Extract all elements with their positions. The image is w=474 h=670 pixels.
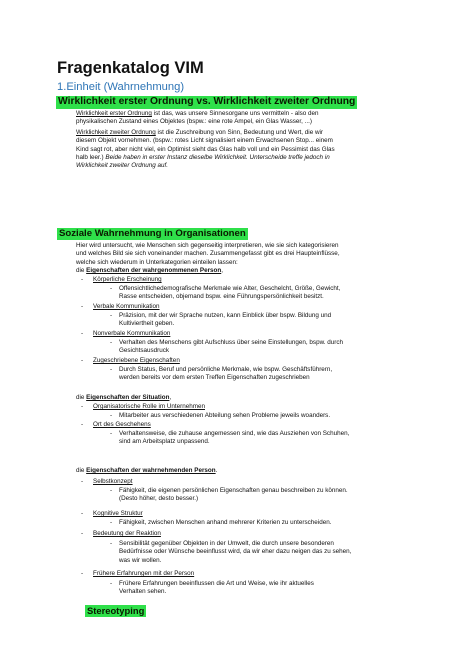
item-verbale-kommunikation: Verbale Kommunikation (93, 303, 160, 310)
sub-item-text (119, 430, 349, 447)
list-item (81, 530, 83, 538)
list-item (81, 276, 83, 284)
list-item (110, 540, 112, 548)
dash-bullet: - (81, 478, 84, 485)
text-line: diesem Objekt vornehmen. (bspw.: rotes Licht signalisiert einem Erwachsenen Stop... einem (76, 137, 333, 145)
text-line: Fähigkeit, die eigenen persönlichen Eigenschaften genau beschreiben zu können. (119, 487, 348, 494)
punctuation: , (221, 267, 223, 274)
text-line: Bedürfnisse oder Wünsche beeinflusst wird, da wir eher dazu neigen das zu sehen, (119, 548, 352, 556)
dash-bullet: - (81, 403, 84, 410)
dash-bullet: - (110, 339, 113, 346)
dash-bullet: - (110, 312, 113, 319)
item-organisatorische-rolle: Organisatorische Rolle im Unternehmen (93, 403, 205, 410)
sub-item-text (119, 487, 348, 504)
dash-bullet: - (81, 303, 84, 310)
list-item (81, 403, 83, 411)
text-line-italic: Wirklichkeit zweiter Ordnung auf. (76, 162, 168, 170)
list-item (81, 421, 83, 429)
list-item (110, 366, 112, 374)
highlight-heading-wirklichkeit: Wirklichkeit erster Ordnung vs. Wirklichkeit zweiter Ordnung (58, 96, 356, 107)
dash-bullet: - (81, 276, 84, 283)
text-line: ist die Zuschreibung von Sinn, Bedeutung und Wert, die wir (155, 129, 323, 136)
text-line: Verhalten sehen. (119, 588, 167, 596)
list-item (110, 580, 112, 588)
text-line: Verhaltensweise, die zuhause angemessen sind, wie das Ausziehen von Schuhen, (119, 430, 350, 437)
text-line: Mitarbeiter aus verschiedenen Abteilung sehen Probleme jeweils woanders. (119, 412, 331, 419)
dash-bullet: - (81, 510, 84, 517)
punctuation: , (169, 394, 172, 401)
text-line: und welches Bild sie sich voneinander machen. Zusammengefasst gibt es drei Haupteinflüsse, (76, 250, 340, 258)
subheading-perceived-person (76, 267, 223, 275)
list-item (110, 487, 112, 495)
sub-item-text (119, 366, 332, 383)
list-item (81, 330, 83, 338)
text-line: (Desto höher, desto besser.) (119, 495, 199, 503)
item-nonverbale-kommunikation: Nonverbale Kommunikation (93, 330, 171, 337)
item-bedeutung-der-reaktion: Bedeutung der Reaktion (93, 530, 161, 537)
text-line: physikalischen Zustand eines Objektes (bspw.: eine rote Ampel, ein Glas Wasser, ...) (76, 118, 313, 126)
list-item (110, 430, 112, 438)
text-line: welche sich wiederum in Unterkategorien einteilen lassen: (76, 258, 238, 266)
text-line: Kultiviertheit geben. (119, 320, 175, 328)
sub-item-text (119, 540, 351, 565)
dash-bullet: - (81, 357, 84, 364)
text-line: Offensichtlichedemografische Merkmale wie Alter, Geschelcht, Größe, Gewicht, (119, 285, 341, 292)
item-kognitive-struktur: Kognitive Struktur (93, 510, 143, 517)
text-line: Präzision, mit der wir Sprache nutzen, kann Einblick über bspw. Bildung und (119, 312, 332, 319)
sub-item-text (119, 519, 331, 527)
text-line: halb leer.) (76, 153, 106, 161)
text-line: ist das, was unsere Sinnesorgane uns vermitteln - also den (151, 110, 319, 117)
heading-perceived-person: Eigenschaften der wahrgenommenen Person (86, 267, 222, 274)
list-item (81, 478, 83, 486)
dash-bullet: - (81, 570, 84, 577)
item-koerperliche-erscheinung: Körperliche Erscheinung (93, 276, 162, 283)
list-item (110, 339, 112, 347)
dash-bullet: - (110, 285, 113, 292)
text-line: was wir wollen. (119, 556, 162, 564)
text-line: Rasse entscheiden, objemand bspw. eine Führungspersönlichkeit besitzt. (119, 293, 324, 301)
dash-bullet: - (110, 430, 113, 437)
list-item (81, 510, 83, 518)
list-item (81, 303, 83, 311)
sub-item-text (119, 580, 314, 597)
text-die: die (76, 467, 87, 474)
dash-bullet: - (110, 519, 113, 526)
intro-paragraph (76, 242, 406, 267)
list-item (110, 519, 112, 527)
sub-item-text (119, 339, 343, 356)
text-line: Kind sagt rot, aber nicht viel, ein Optimist sieht das Glas halb voll und ein Pessimist das Glas (76, 145, 335, 153)
text-line-italic: Beide haben in erster Instanz dieselbe Wirklichkeit. Unterscheide treffe jedoch in (105, 153, 330, 161)
punctuation: . (215, 467, 218, 474)
text-line: Verhalten des Menschens gibt Aufschluss über seine Einstellungen, bspw. durch (119, 339, 344, 346)
text-line: Fähigkeit, zwischen Menschen anhand mehrerer Kriterien zu unterscheiden. (119, 519, 332, 526)
text-line: Frühere Erfahrungen beeinflussen die Art und Weise, wie ihr aktuelles (119, 580, 314, 587)
sub-item-text (119, 312, 331, 329)
sub-item-text (119, 412, 330, 420)
list-item (110, 285, 112, 293)
dash-bullet: - (110, 487, 113, 494)
heading-situation: Eigenschaften der Situation (86, 394, 170, 401)
text-die: die (76, 394, 87, 401)
dash-bullet: - (110, 540, 113, 547)
dash-bullet: - (81, 530, 84, 537)
text-line: Durch Status, Beruf und persönliche Merkmale, wie bspw. Geschäftsführern, (119, 366, 333, 373)
text-die: die (76, 267, 87, 274)
heading-perceiver: Eigenschaften der wahrnehmenden Person (86, 467, 216, 474)
section-heading-einheit: 1.Einheit (Wahrnehmung) (57, 81, 185, 93)
text-line: sind am Arbeitsplatz unpassend. (119, 438, 210, 446)
list-item (81, 570, 83, 578)
text-line: Gesichtsausdruck (119, 347, 170, 355)
paragraph-second-order (76, 129, 406, 170)
subheading-perceiver (76, 467, 217, 475)
text-line: Sensibilität gegenüber Objekten in der Umwelt, die durch unsere besonderen (119, 540, 334, 547)
dash-bullet: - (110, 366, 113, 373)
subheading-situation (76, 394, 171, 402)
dash-bullet: - (110, 412, 113, 419)
item-zugeschriebene-eigenschaften: Zugeschriebene Eigenschaften (93, 357, 180, 364)
paragraph-first-order (76, 110, 406, 127)
term-first-order: Wirklichkeit erster Ordnung (76, 110, 152, 117)
dash-bullet: - (110, 580, 113, 587)
list-item (110, 412, 112, 420)
list-item (110, 312, 112, 320)
sub-item-text (119, 285, 340, 302)
text-line: werden bereits vor dem ersten Treffen Eigenschaften zugeschrieben (119, 374, 310, 382)
dash-bullet: - (81, 330, 84, 337)
item-selbstkonzept: Selbstkonzept (93, 478, 133, 485)
term-second-order: Wirklichkeit zweiter Ordnung (76, 129, 156, 136)
list-item (81, 357, 83, 365)
text-line: Hier wird untersucht, wie Menschen sich gegenseitig interpretieren, wie sie sich kategorisieren (76, 242, 339, 249)
item-ort-des-geschehens: Ort des Geschehens (93, 421, 151, 428)
highlight-heading-stereotyping: Stereotyping (87, 605, 145, 616)
item-fruehere-erfahrungen: Frühere Erfahrungen mit der Person (93, 570, 195, 577)
dash-bullet: - (81, 421, 84, 428)
page-title: Fragenkatalog VIM (57, 59, 204, 77)
highlight-heading-soziale-wahrnehmung: Soziale Wahrnehmung in Organisationen (59, 228, 246, 239)
